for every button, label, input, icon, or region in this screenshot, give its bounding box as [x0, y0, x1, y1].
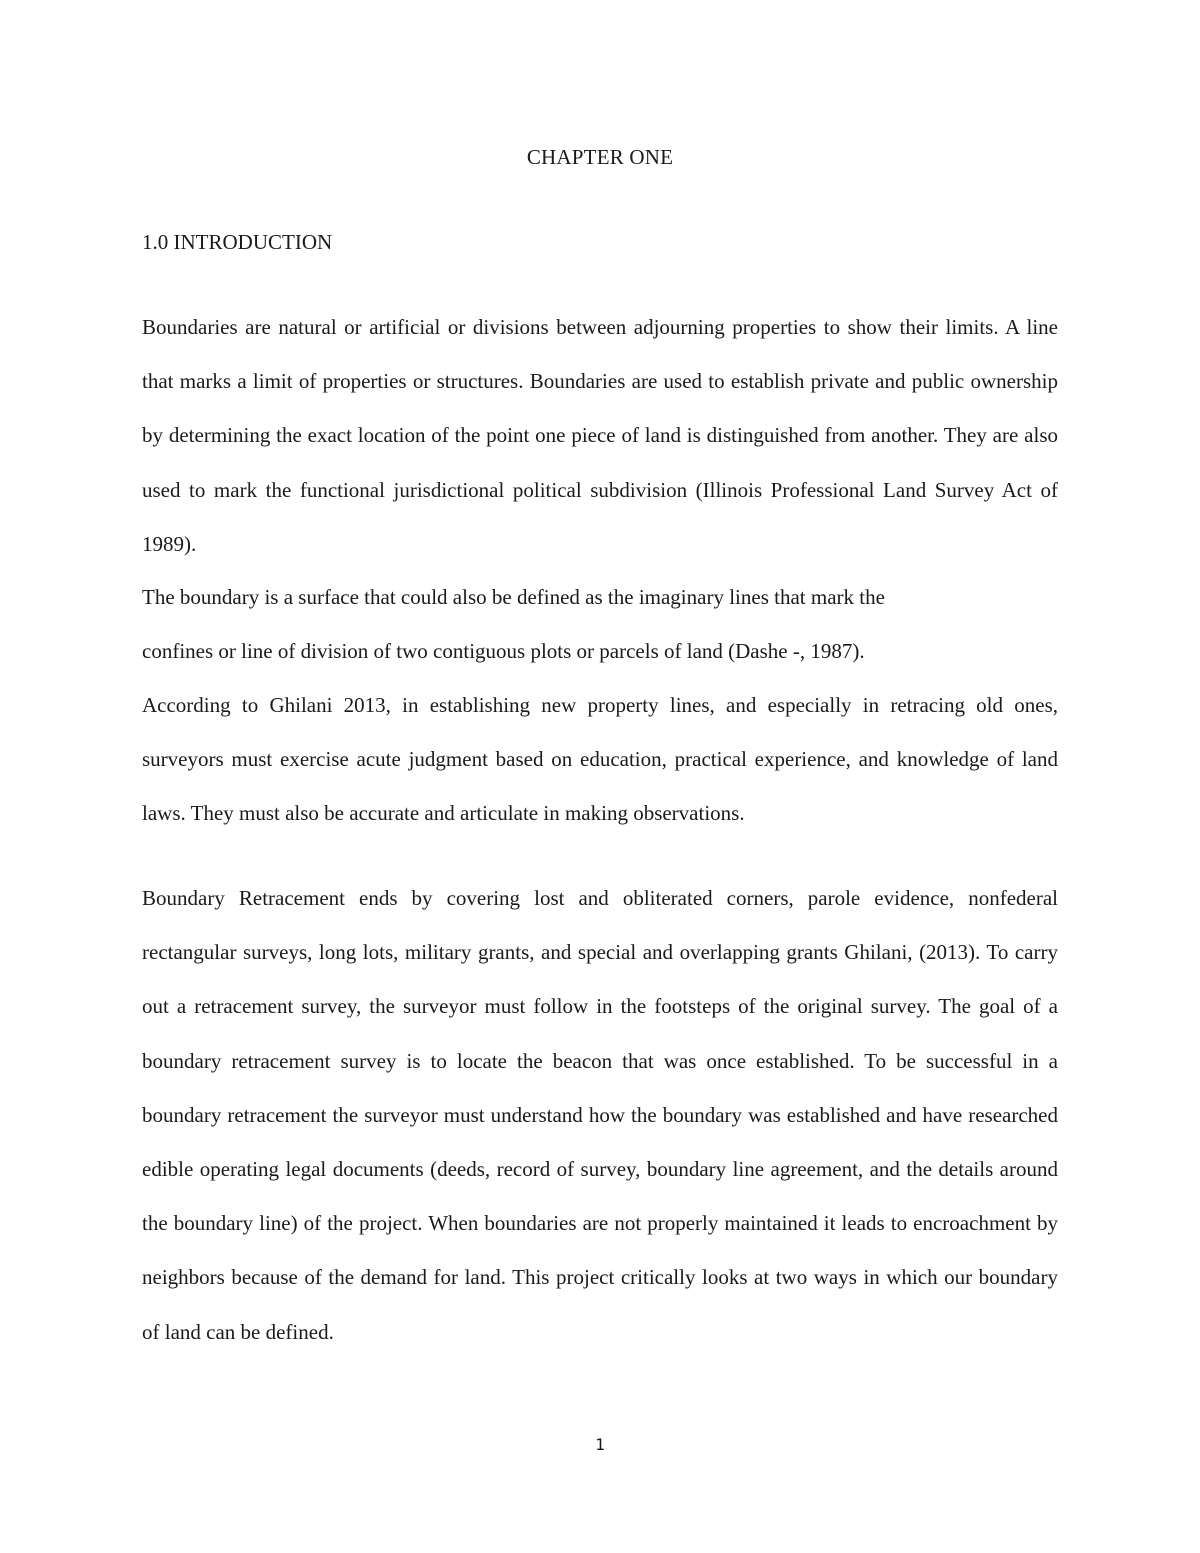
section-heading: 1.0 INTRODUCTION [142, 230, 333, 254]
paragraph-boundary-retracement: Boundary Retracement ends by covering lost and obliterated corners, parole evidence, nonfederal rectangular surveys, long lots, military grants, and special and overlapping grants Ghilani, (2013). To carry out a retracement survey, the surveyor must follow in the footsteps of the original survey. The goal of a boundary retracement survey is to locate the beacon that was once established. To be successful in a boundary retracement the surveyor must understand how the boundary was established and have researched edible operating legal documents (deeds, record of survey, boundary line agreement, and the details around the boundary line) of the project. When boundaries are not properly maintained it leads to encroachment by neighbors because of the demand for land. This project critically looks at two ways in which our boundary of land can be defined. [142, 886, 1058, 1344]
paragraph-boundary-surface: The boundary is a surface that could also be defined as the imaginary lines that mark the [142, 585, 885, 609]
paragraph-boundaries-definition: Boundaries are natural or artificial or divisions between adjourning properties to show their limits. A line that marks a limit of properties or structures. Boundaries are used to establish private and public ownership by determining the exact location of the point one piece of land is distinguished from another. They are also used to mark the functional jurisdictional political subdivision (Illinois Professional Land Survey Act of 1989). [142, 315, 1058, 556]
page-number: 1 [595, 1435, 605, 1454]
chapter-title: CHAPTER ONE [526, 145, 674, 169]
paragraph-ghilani-judgment: According to Ghilani 2013, in establishing new property lines, and especially in retracing old ones, surveyors must exercise acute judgment based on education, practical experience, and knowledge of land laws. They must also be accurate and articulate in making observations. [142, 693, 1058, 826]
paragraph-boundary-confines: confines or line of division of two contiguous plots or parcels of land (Dashe -, 1987). [142, 639, 865, 663]
